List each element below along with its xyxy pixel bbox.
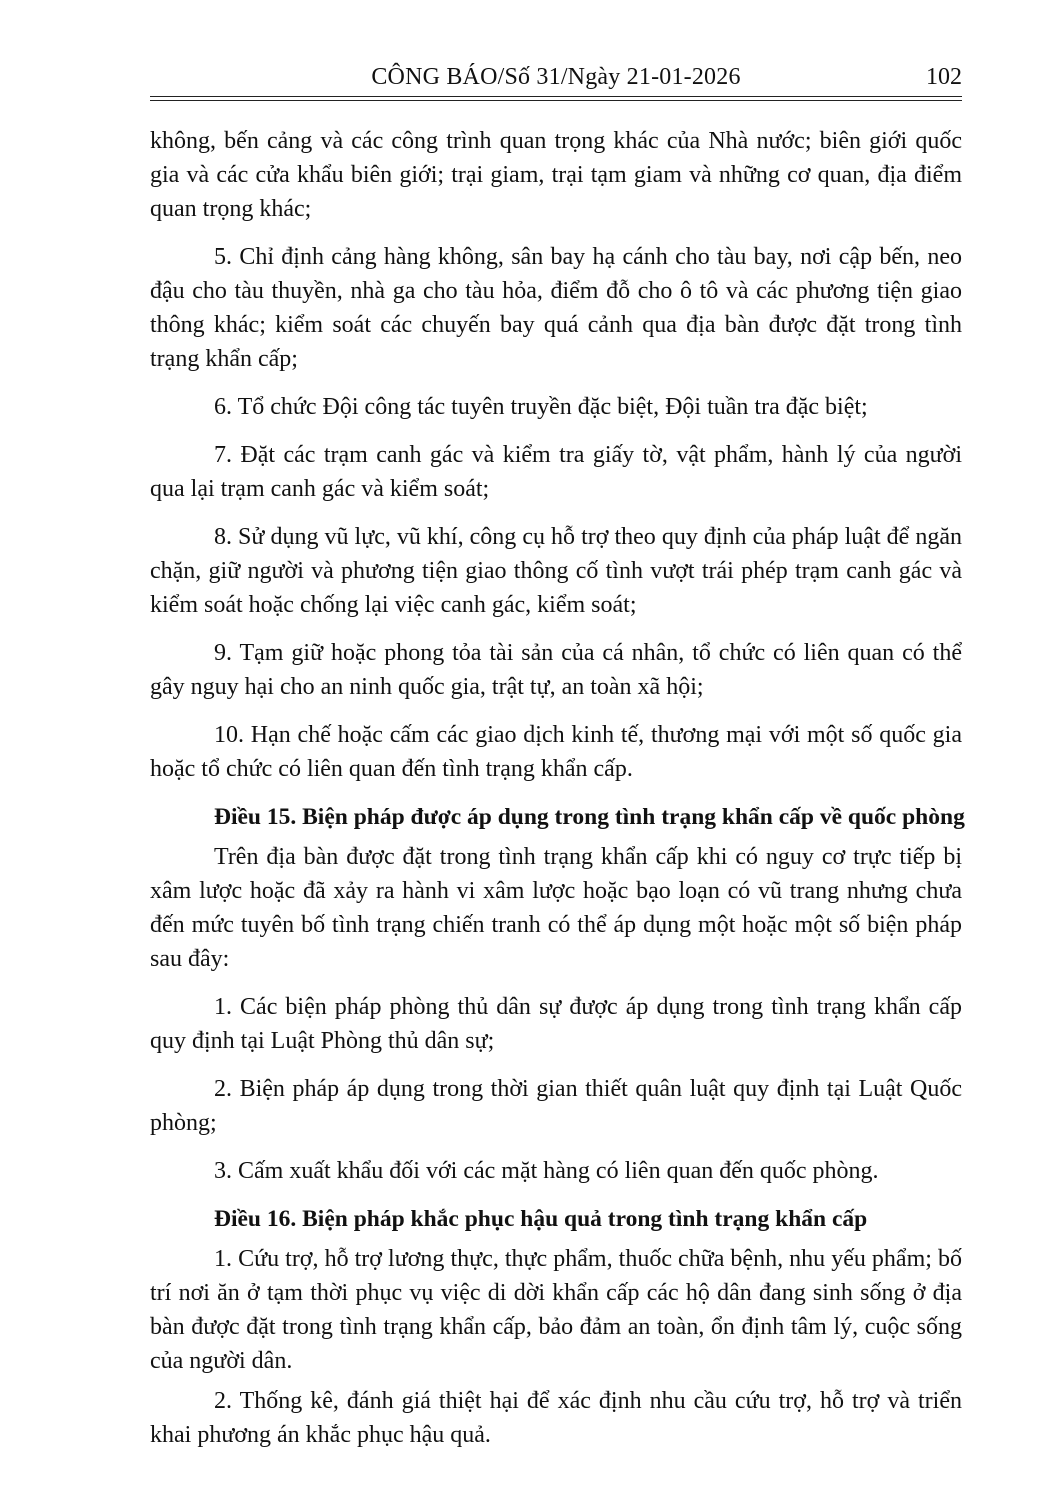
clause-5: 5. Chỉ định cảng hàng không, sân bay hạ cánh cho tàu bay, nơi cập bến, neo đậu cho tàu thuyền, nhà ga cho tàu hỏa, điểm đỗ cho ô tô và các phương tiện giao thông khác; kiểm soát các chuyến bay quá cảnh qua địa bàn được đặt trong tình trạng khẩn cấp;	[150, 244, 962, 372]
article-15-item-1: 1. Các biện pháp phòng thủ dân sự được áp dụng trong tình trạng khẩn cấp quy định tại Luật Phòng thủ dân sự;	[150, 994, 962, 1054]
header-double-rule	[150, 96, 962, 101]
article-16-item-2: 2. Thống kê, đánh giá thiệt hại để xác định nhu cầu cứu trợ, hỗ trợ và triển khai phương án khắc phục hậu quả.	[150, 1388, 962, 1448]
gazette-title: CÔNG BÁO/Số 31/Ngày 21-01-2026	[371, 64, 741, 90]
article-15-intro: Trên địa bàn được đặt trong tình trạng khẩn cấp khi có nguy cơ trực tiếp bị xâm lược hoặc đã xảy ra hành vi xâm lược hoặc bạo loạn có vũ trang nhưng chưa đến mức tuyên bố tình trạng chiến tranh có thể áp dụng một hoặc một số biện pháp sau đây:	[150, 844, 962, 972]
clause-9: 9. Tạm giữ hoặc phong tỏa tài sản của cá nhân, tổ chức có liên quan có thể gây nguy hại cho an ninh quốc gia, trật tự, an toàn xã hội;	[150, 640, 962, 700]
page-header	[150, 62, 962, 96]
article-15-item-3: 3. Cấm xuất khẩu đối với các mặt hàng có liên quan đến quốc phòng.	[214, 1158, 879, 1184]
article-16-heading: Điều 16. Biện pháp khắc phục hậu quả trong tình trạng khẩn cấp	[214, 1206, 868, 1232]
document-body	[150, 124, 965, 1452]
clause-10: 10. Hạn chế hoặc cấm các giao dịch kinh tế, thương mại với một số quốc gia hoặc tổ chức có liên quan đến tình trạng khẩn cấp.	[150, 722, 962, 782]
clause-7: 7. Đặt các trạm canh gác và kiểm tra giấy tờ, vật phẩm, hành lý của người qua lại trạm canh gác và kiểm soát;	[150, 442, 962, 502]
clause-8: 8. Sử dụng vũ lực, vũ khí, công cụ hỗ trợ theo quy định của pháp luật để ngăn chặn, giữ người và phương tiện giao thông cố tình vượt trái phép trạm canh gác và kiểm soát hoặc chống lại việc canh gác, kiểm soát;	[150, 524, 962, 618]
article-16-item-1: 1. Cứu trợ, hỗ trợ lương thực, thực phẩm, thuốc chữa bệnh, nhu yếu phẩm; bố trí nơi ăn ở tạm thời phục vụ việc di dời khẩn cấp các hộ dân đang sinh sống ở địa bàn được đặt trong tình trạng khẩn cấp, bảo đảm an toàn, ổn định tâm lý, cuộc sống của người dân.	[150, 1246, 962, 1374]
article-15-heading: Điều 15. Biện pháp được áp dụng trong tình trạng khẩn cấp về quốc phòng	[214, 804, 965, 830]
article-15-item-2: 2. Biện pháp áp dụng trong thời gian thiết quân luật quy định tại Luật Quốc phòng;	[150, 1076, 962, 1136]
page-number: 102	[926, 64, 962, 90]
clause-6: 6. Tổ chức Đội công tác tuyên truyền đặc biệt, Đội tuần tra đặc biệt;	[214, 394, 868, 420]
continued-paragraph: không, bến cảng và các công trình quan trọng khác của Nhà nước; biên giới quốc gia và các cửa khẩu biên giới; trại giam, trại tạm giam và những cơ quan, địa điểm quan trọng khác;	[150, 128, 962, 222]
